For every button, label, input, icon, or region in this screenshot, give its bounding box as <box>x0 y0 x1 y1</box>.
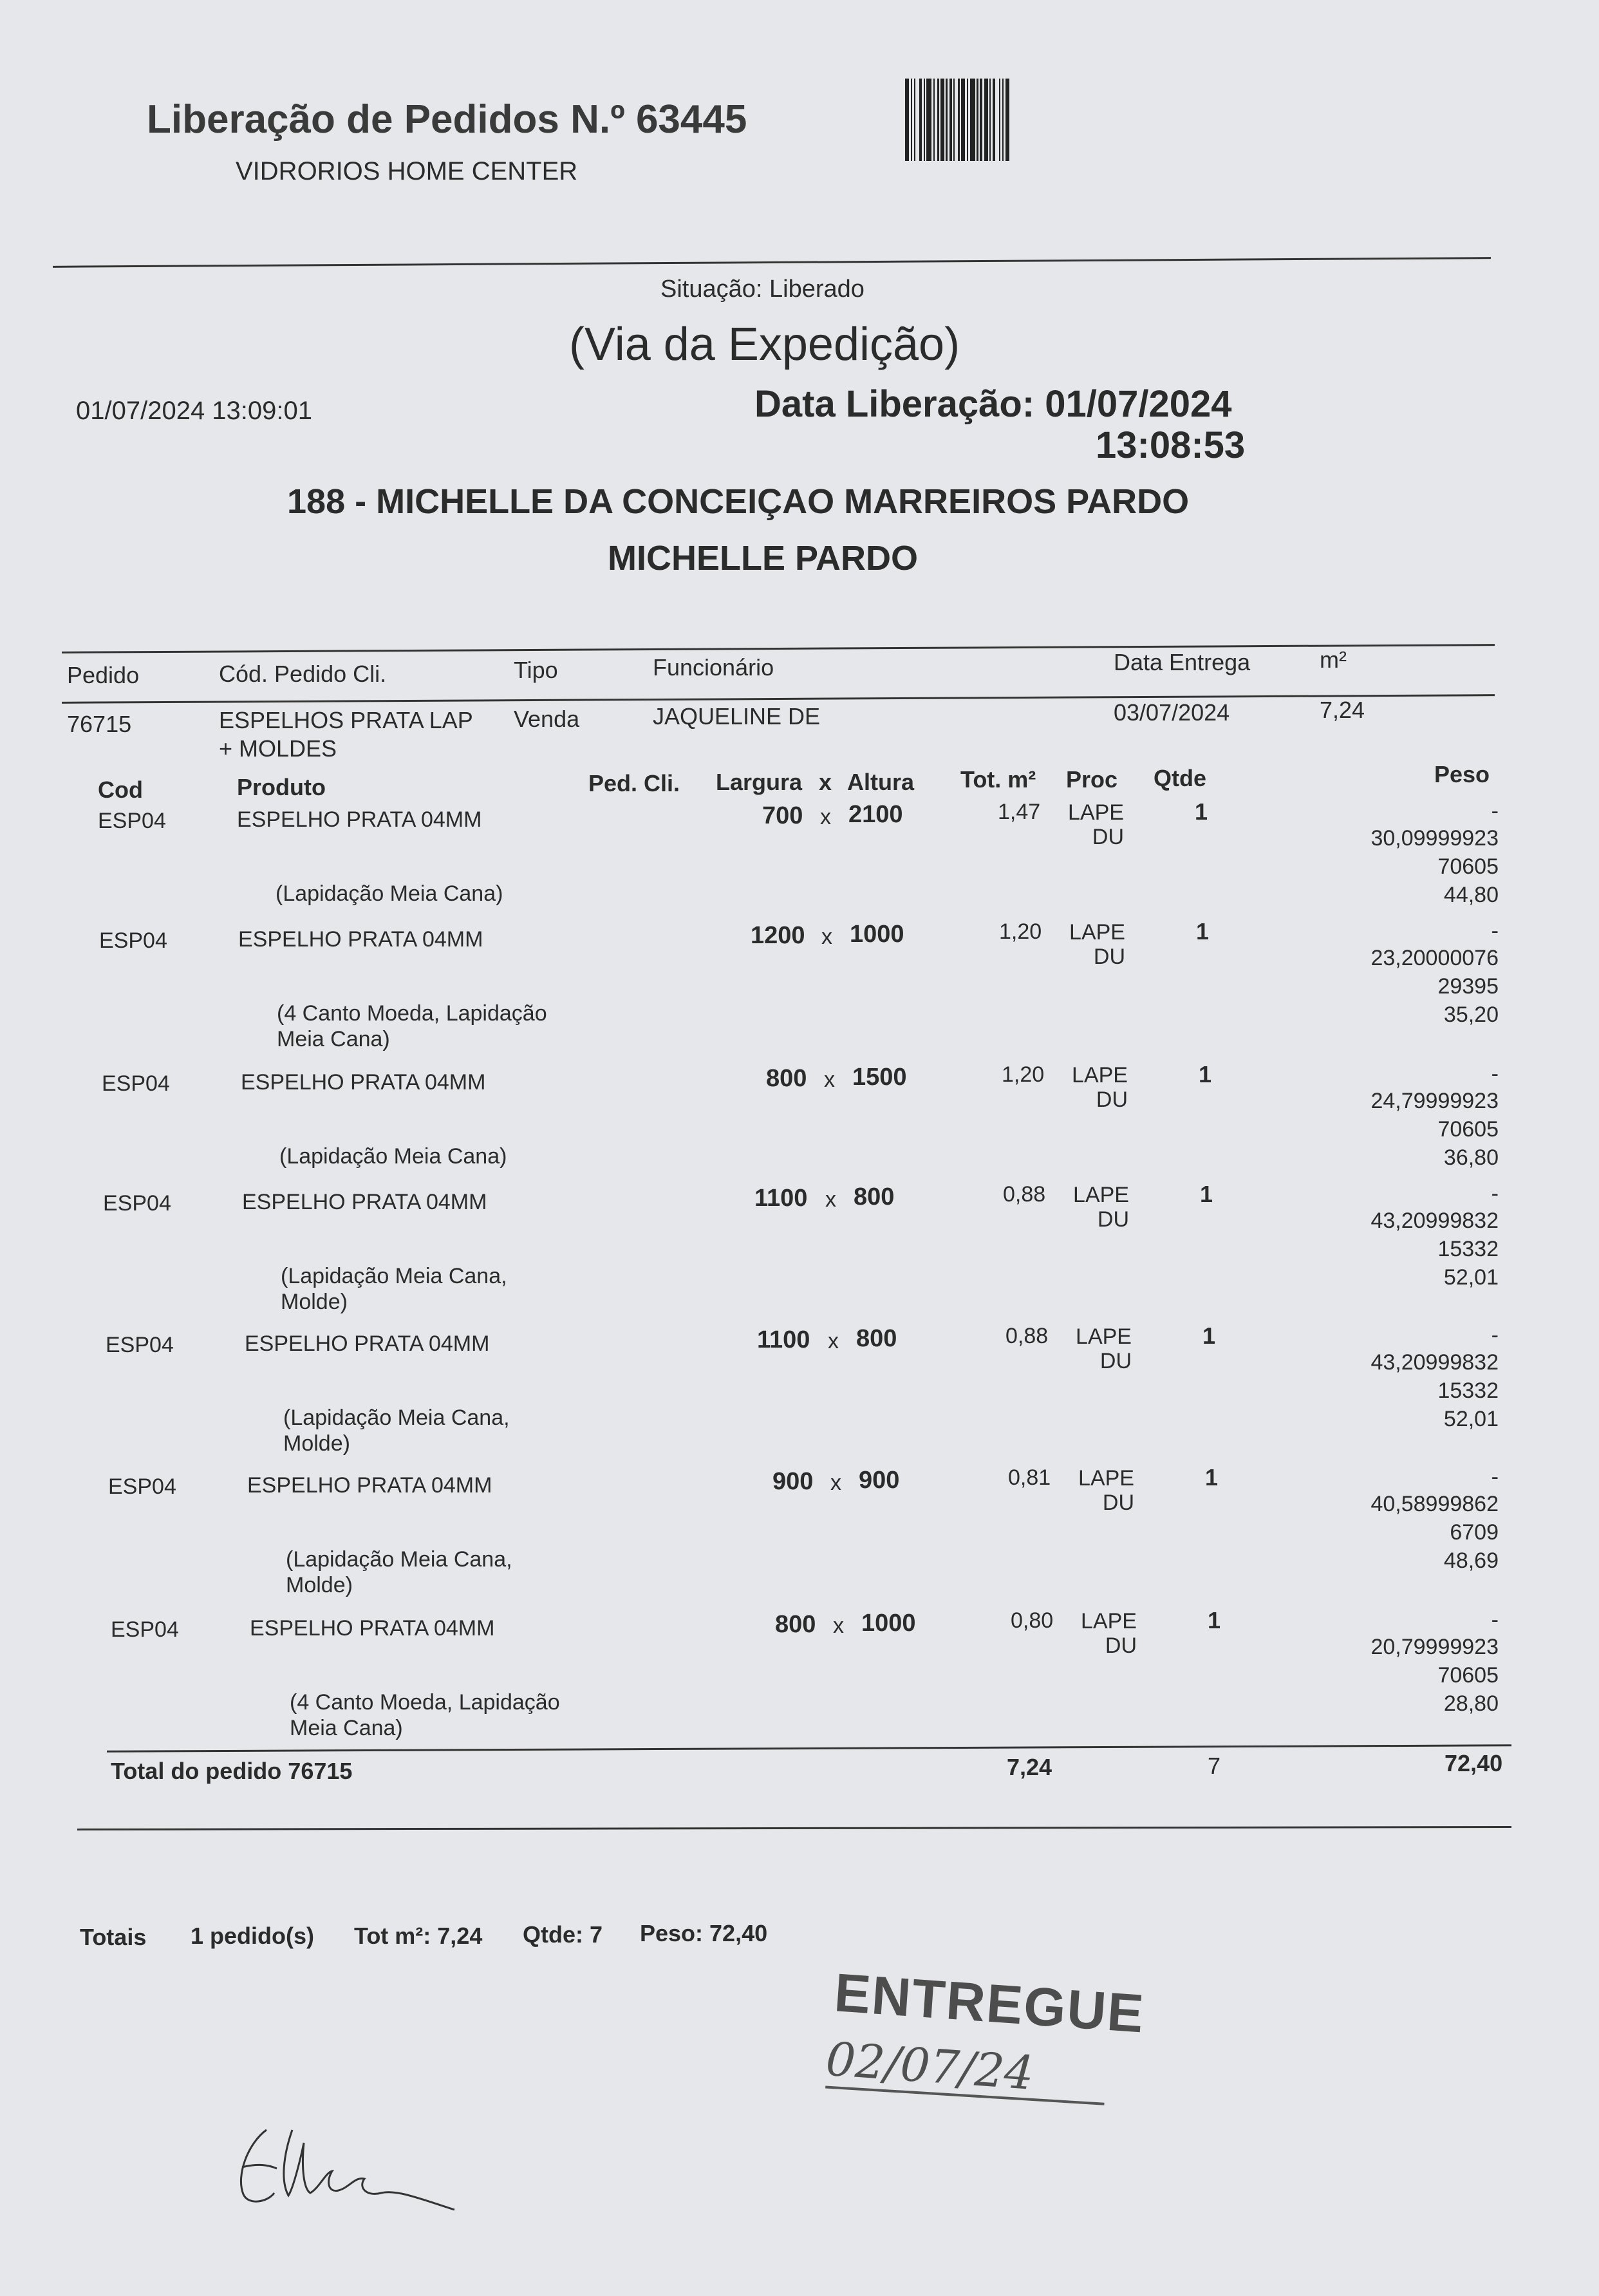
item-proc-line2: DU <box>1097 1207 1129 1232</box>
item-peso-total: 52,01 <box>1443 1407 1499 1431</box>
item-observation: (Lapidação Meia Cana, Molde) <box>283 1406 510 1456</box>
item-peso-total: 44,80 <box>1443 883 1499 907</box>
col-m2-header: m² <box>1320 646 1347 673</box>
item-peso-value: 40,58999862 <box>1370 1492 1499 1516</box>
item-qtde: 1 <box>1205 1464 1219 1491</box>
item-altura: 2100 <box>848 801 903 828</box>
order-total-qtde: 7 <box>1208 1753 1221 1779</box>
item-peso-value: 24,79999923 <box>1370 1089 1499 1113</box>
company-name: VIDRORIOS HOME CENTER <box>236 157 578 185</box>
item-tot-m2: 0,88 <box>1005 1324 1049 1348</box>
col-cod-pedido-cli-header: Cód. Pedido Cli. <box>219 661 387 687</box>
totals-label: Totais <box>80 1924 147 1950</box>
col-data-entrega-header: Data Entrega <box>1114 649 1251 675</box>
item-produto: ESPELHO PRATA 04MM <box>241 1070 486 1095</box>
item-peso-value: 20,79999923 <box>1370 1635 1499 1659</box>
item-produto: ESPELHO PRATA 04MM <box>247 1473 492 1498</box>
item-x: x <box>833 1614 844 1638</box>
header-divider <box>53 257 1491 268</box>
barcode-image <box>905 79 1157 161</box>
item-proc-line1: LAPE <box>1081 1609 1137 1633</box>
item-altura: 1000 <box>850 921 904 948</box>
col-x-header: x <box>819 769 832 795</box>
order-total-m2: 7,24 <box>1007 1754 1052 1780</box>
item-produto: ESPELHO PRATA 04MM <box>250 1616 495 1641</box>
item-observation: (Lapidação Meia Cana, Molde) <box>281 1264 507 1314</box>
item-proc-line2: DU <box>1105 1633 1137 1658</box>
item-largura: 900 <box>772 1468 814 1495</box>
item-x: x <box>825 1187 836 1212</box>
col-pedido-header: Pedido <box>67 662 140 688</box>
item-peso-extra: 70605 <box>1437 1663 1499 1688</box>
item-altura: 900 <box>859 1467 900 1494</box>
item-qtde: 1 <box>1195 798 1208 825</box>
item-peso-dash: - <box>1491 1323 1499 1348</box>
item-peso-extra: 15332 <box>1437 1379 1499 1403</box>
item-peso-value: 30,09999923 <box>1370 826 1499 851</box>
item-proc-line1: LAPE <box>1076 1324 1132 1349</box>
release-time: 13:08:53 <box>1096 424 1246 466</box>
item-tot-m2: 1,47 <box>998 800 1041 824</box>
item-cod: ESP04 <box>108 1474 176 1499</box>
status-text: Situação: Liberado <box>660 276 865 303</box>
col-produto-header: Produto <box>237 774 326 800</box>
col-ped-cli-header: Ped. Cli. <box>588 770 680 796</box>
item-observation: (4 Canto Moeda, Lapidação Meia Cana) <box>277 1001 547 1051</box>
item-proc-line1: LAPE <box>1073 1183 1129 1207</box>
item-proc-line2: DU <box>1102 1491 1134 1515</box>
item-observation: (4 Canto Moeda, Lapidação Meia Cana) <box>290 1690 560 1740</box>
item-peso-total: 48,69 <box>1443 1548 1499 1573</box>
item-largura: 800 <box>775 1611 816 1638</box>
item-peso-extra: 15332 <box>1437 1237 1499 1261</box>
col-proc-header: Proc <box>1066 766 1118 793</box>
item-observation: (Lapidação Meia Cana, Molde) <box>286 1547 512 1597</box>
item-altura: 800 <box>854 1183 895 1210</box>
item-peso-value: 23,20000076 <box>1370 946 1499 970</box>
col-peso-header: Peso <box>1434 761 1490 787</box>
item-observation: (Lapidação Meia Cana) <box>279 1144 507 1169</box>
order-client-code-line1: ESPELHOS PRATA LAP <box>219 707 473 733</box>
col-tot-m2-header: Tot. m² <box>960 766 1036 793</box>
item-qtde: 1 <box>1199 1061 1212 1087</box>
item-peso-total: 35,20 <box>1443 1002 1499 1027</box>
stamp-handwritten-date: 02/07/24 <box>824 2031 1036 2100</box>
item-tot-m2: 0,80 <box>1011 1608 1054 1633</box>
item-qtde: 1 <box>1202 1322 1216 1349</box>
order-total-peso: 72,40 <box>1445 1750 1503 1776</box>
totals-peso: Peso: 72,40 <box>640 1920 768 1946</box>
document-title: Liberação de Pedidos N.º 63445 <box>147 97 747 142</box>
totals-m2: Tot m²: 7,24 <box>354 1923 483 1949</box>
item-produto: ESPELHO PRATA 04MM <box>245 1331 490 1356</box>
item-altura: 800 <box>856 1325 897 1352</box>
release-date: Data Liberação: 01/07/2024 <box>754 383 1232 425</box>
item-proc-line1: LAPE <box>1072 1063 1128 1087</box>
client-short-name: MICHELLE PARDO <box>608 539 918 578</box>
item-proc-line2: DU <box>1096 1087 1128 1112</box>
item-qtde: 1 <box>1200 1181 1213 1207</box>
item-cod: ESP04 <box>103 1191 171 1216</box>
col-cod-header: Cod <box>98 776 143 803</box>
item-peso-extra: 70605 <box>1437 854 1499 879</box>
col-largura-header: Largura <box>716 769 803 795</box>
item-produto: ESPELHO PRATA 04MM <box>237 807 482 832</box>
item-tot-m2: 1,20 <box>1002 1062 1045 1087</box>
item-cod: ESP04 <box>99 928 167 953</box>
item-largura: 800 <box>766 1065 807 1092</box>
item-largura: 1200 <box>751 922 805 949</box>
item-peso-extra: 70605 <box>1437 1117 1499 1142</box>
delivered-stamp <box>821 1955 1147 2124</box>
order-header-bottom-line <box>62 694 1495 704</box>
item-x: x <box>821 925 832 949</box>
item-peso-extra: 6709 <box>1450 1520 1499 1545</box>
item-altura: 1500 <box>852 1064 907 1091</box>
order-header-top-line <box>62 644 1495 654</box>
item-peso-total: 36,80 <box>1443 1145 1499 1170</box>
item-cod: ESP04 <box>111 1617 179 1642</box>
totals-orders: 1 pedido(s) <box>191 1923 315 1949</box>
order-type: Venda <box>514 706 580 732</box>
item-proc-line1: LAPE <box>1069 920 1125 945</box>
item-altura: 1000 <box>861 1610 916 1637</box>
order-number: 76715 <box>67 711 132 737</box>
item-peso-dash: - <box>1491 1062 1499 1086</box>
item-proc-line2: DU <box>1099 1349 1132 1373</box>
item-proc-line1: LAPE <box>1078 1466 1134 1491</box>
item-tot-m2: 0,81 <box>1008 1465 1051 1490</box>
item-peso-value: 43,20999832 <box>1370 1209 1499 1233</box>
item-produto: ESPELHO PRATA 04MM <box>242 1190 487 1214</box>
col-funcionario-header: Funcionário <box>653 654 774 681</box>
item-x: x <box>820 805 831 829</box>
totals-qtde: Qtde: 7 <box>523 1921 603 1948</box>
item-cod: ESP04 <box>102 1071 170 1096</box>
item-tot-m2: 0,88 <box>1003 1182 1046 1207</box>
item-qtde: 1 <box>1196 918 1210 945</box>
item-peso-total: 28,80 <box>1443 1691 1499 1716</box>
item-x: x <box>828 1329 839 1353</box>
order-area: 7,24 <box>1320 697 1365 723</box>
item-proc-line1: LAPE <box>1068 800 1124 825</box>
print-datetime: 01/07/2024 13:09:01 <box>76 397 313 425</box>
item-largura: 700 <box>762 802 803 829</box>
order-total-label: Total do pedido 76715 <box>111 1758 353 1784</box>
item-x: x <box>824 1068 835 1092</box>
item-peso-dash: - <box>1491 1608 1499 1632</box>
client-name: 188 - MICHELLE DA CONCEIÇAO MARREIROS PARDO <box>287 482 1190 521</box>
item-peso-dash: - <box>1491 1181 1499 1206</box>
item-peso-total: 52,01 <box>1443 1265 1499 1290</box>
col-qtde-header: Qtde <box>1154 765 1207 791</box>
item-peso-value: 43,20999832 <box>1370 1350 1499 1375</box>
item-cod: ESP04 <box>98 809 166 833</box>
item-largura: 1100 <box>754 1185 808 1212</box>
item-tot-m2: 1,20 <box>999 919 1042 944</box>
item-peso-dash: - <box>1491 919 1499 943</box>
col-altura-header: Altura <box>847 769 915 795</box>
copy-type-heading: (Via da Expedição) <box>569 319 960 370</box>
item-peso-extra: 29395 <box>1437 974 1499 999</box>
item-proc-line2: DU <box>1092 825 1124 849</box>
signature-image <box>229 2117 467 2214</box>
item-cod: ESP04 <box>106 1333 174 1357</box>
item-largura: 1100 <box>757 1326 810 1353</box>
order-employee: JAQUELINE DE <box>653 703 821 729</box>
order-client-code-line2: + MOLDES <box>219 735 337 762</box>
item-peso-dash: - <box>1491 799 1499 823</box>
item-observation: (Lapidação Meia Cana) <box>276 881 503 906</box>
item-qtde: 1 <box>1208 1607 1221 1633</box>
order-total-line <box>107 1744 1511 1753</box>
col-tipo-header: Tipo <box>514 657 558 683</box>
stamp-word: ENTREGUE <box>832 1962 1147 2044</box>
item-x: x <box>830 1471 841 1495</box>
totals-divider <box>77 1826 1511 1830</box>
item-proc-line2: DU <box>1093 945 1125 969</box>
item-peso-dash: - <box>1491 1465 1499 1489</box>
item-produto: ESPELHO PRATA 04MM <box>238 927 483 952</box>
order-delivery-date: 03/07/2024 <box>1114 699 1230 726</box>
